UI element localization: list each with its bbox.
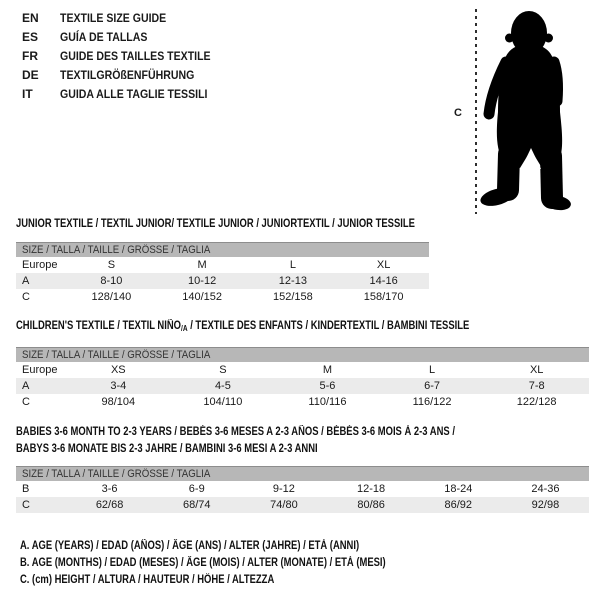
table-cell: 7-8 bbox=[528, 380, 545, 392]
table-row bbox=[16, 497, 589, 513]
table-cell: 6-9 bbox=[188, 483, 205, 495]
table-row bbox=[16, 481, 589, 497]
footnotes-block bbox=[20, 538, 466, 589]
table-cell: 116/122 bbox=[412, 396, 452, 408]
toddler-body bbox=[479, 11, 572, 212]
row-label: C bbox=[22, 499, 30, 511]
guide-title-de: TEXTILGRÖßENFÜHRUNG bbox=[60, 68, 195, 82]
babies-size-table bbox=[16, 466, 589, 513]
table-cell: 24-36 bbox=[531, 483, 560, 495]
table-cell: XL bbox=[376, 259, 391, 271]
table-cell: 12-13 bbox=[278, 275, 307, 287]
table-row bbox=[16, 394, 589, 410]
table-cell: M bbox=[197, 259, 207, 271]
table-cell: 6-7 bbox=[424, 380, 441, 392]
table-cell: 98/104 bbox=[101, 396, 136, 408]
row-label: C bbox=[22, 396, 30, 408]
footnote-age-years: A. AGE (YEARS) / EDAD (AÑOS) / ÂGE (ANS) / ALTER (JAHRE) / ETÀ (ANNI) bbox=[20, 540, 360, 552]
table-cell: 4-5 bbox=[214, 380, 231, 392]
table-row bbox=[16, 273, 429, 289]
table-cell: S bbox=[107, 259, 116, 271]
table-cell: M bbox=[322, 364, 333, 376]
toddler-silhouette-icon bbox=[470, 4, 594, 220]
row-label: B bbox=[22, 483, 30, 495]
table-cell: 158/170 bbox=[363, 291, 404, 303]
junior-size-table bbox=[16, 242, 429, 305]
table-cell: 3-4 bbox=[110, 380, 127, 392]
lang-row-de bbox=[22, 66, 231, 85]
children-table-title: CHILDREN'S TEXTILE / TEXTIL NIÑO/A / TEXTILE DES ENFANTS / KINDERTEXTIL / BAMBINI TESSILE bbox=[16, 320, 470, 333]
table-cell: 80/86 bbox=[357, 499, 385, 511]
table-cell: 122/128 bbox=[516, 396, 557, 408]
table-row bbox=[16, 362, 589, 378]
guide-title-it: GUIDA ALLE TAGLIE TESSILI bbox=[60, 87, 208, 101]
table-cell: XL bbox=[529, 364, 544, 376]
size-header-band: SIZE / TALLA / TAILLE / GRÖSSE / TAGLIA bbox=[16, 347, 589, 362]
table-cell: 9-12 bbox=[272, 483, 295, 495]
footnote-height-cm: C. (cm) HEIGHT / ALTURA / HAUTEUR / HÖHE / ALTEZZA bbox=[20, 574, 275, 586]
row-label: C bbox=[22, 291, 30, 303]
lang-code: IT bbox=[22, 87, 33, 101]
guide-title-fr: GUIDE DES TAILLES TEXTILE bbox=[60, 49, 211, 63]
footnote-age-months: B. AGE (MONTHS) / EDAD (MESES) / ÂGE (MOIS) / ALTER (MONATE) / ETÀ (MESI) bbox=[20, 557, 386, 569]
lang-row-en bbox=[22, 9, 231, 28]
table-cell: 140/152 bbox=[182, 291, 222, 303]
height-measure-label: C bbox=[454, 107, 462, 119]
lang-code: DE bbox=[22, 68, 39, 82]
language-title-block bbox=[22, 9, 231, 104]
table-cell: 8-10 bbox=[100, 275, 123, 287]
size-header-band: SIZE / TALLA / TAILLE / GRÖSSE / TAGLIA bbox=[16, 466, 589, 481]
table-cell: XS bbox=[110, 364, 126, 376]
babies-table-title: BABIES 3-6 MONTH TO 2-3 YEARS / BEBÉS 3-6 MESES A 2-3 AÑOS / BÉBÉS 3-6 MOIS À 2-3 ANS / BABYS 3-6 MONATE BIS 2-3 JAHRE / BAMBINI 3-6 MESI A 2-3 ANNI bbox=[16, 426, 455, 455]
table-cell: 68/74 bbox=[182, 499, 211, 511]
lang-row-fr bbox=[22, 47, 231, 66]
table-cell: 18-24 bbox=[444, 483, 473, 495]
table-cell: 14-16 bbox=[369, 275, 398, 287]
table-cell: 128/140 bbox=[91, 291, 132, 303]
lang-code: FR bbox=[22, 49, 38, 63]
baby-figure bbox=[454, 4, 594, 220]
table-row bbox=[16, 378, 589, 394]
row-label: Europe bbox=[22, 364, 58, 376]
lang-row-it bbox=[22, 85, 231, 104]
table-cell: 152/158 bbox=[272, 291, 313, 303]
table-cell: 74/80 bbox=[270, 499, 298, 511]
table-cell: 5-6 bbox=[319, 380, 336, 392]
table-cell: L bbox=[429, 364, 436, 376]
table-row bbox=[16, 257, 429, 273]
lang-code: EN bbox=[22, 11, 39, 25]
table-row bbox=[16, 289, 429, 305]
table-cell: L bbox=[289, 259, 296, 271]
table-cell: 10-12 bbox=[188, 275, 217, 287]
table-cell: 110/116 bbox=[308, 396, 347, 408]
size-header-band: SIZE / TALLA / TAILLE / GRÖSSE / TAGLIA bbox=[16, 242, 429, 257]
table-cell: 92/98 bbox=[531, 499, 560, 511]
table-cell: 104/110 bbox=[203, 396, 243, 408]
table-cell: 62/68 bbox=[95, 499, 124, 511]
guide-title-en: TEXTILE SIZE GUIDE bbox=[60, 11, 167, 25]
row-label: Europe bbox=[22, 259, 58, 271]
row-label: A bbox=[22, 380, 30, 392]
table-cell: 3-6 bbox=[101, 483, 118, 495]
row-label: A bbox=[22, 275, 30, 287]
guide-title-es: GUÍA DE TALLAS bbox=[60, 30, 148, 44]
table-cell: 86/92 bbox=[444, 499, 473, 511]
lang-code: ES bbox=[22, 30, 39, 44]
lang-row-es bbox=[22, 28, 231, 47]
table-cell: 12-18 bbox=[357, 483, 386, 495]
children-size-table bbox=[16, 347, 589, 410]
junior-table-title: JUNIOR TEXTILE / TEXTIL JUNIOR/ TEXTILE JUNIOR / JUNIORTEXTIL / JUNIOR TESSILE bbox=[16, 218, 415, 230]
table-cell: S bbox=[219, 364, 227, 376]
